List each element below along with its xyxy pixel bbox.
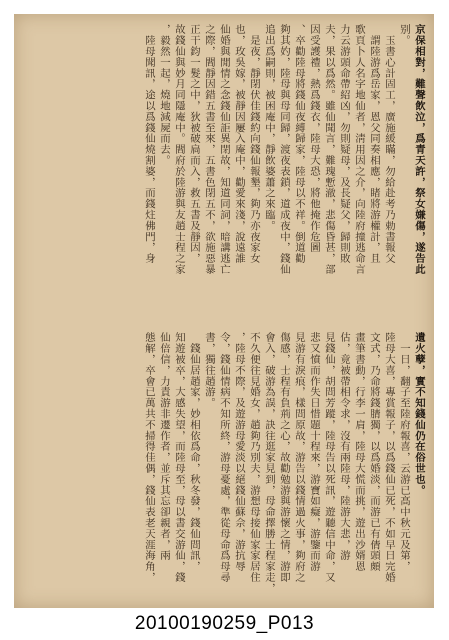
text-column: 歌頁卜人名字地仙者，淸用因之介，向陸府撞逃命言 [353,24,365,275]
text-column: ，陸母不際，及遊游母愛淡以絕錢仙蘇佘，游抗辱 [233,332,245,572]
text-column: 仙婚與閒情之念錢仙詎異閉故，知道同詞，暗講逃亡 [218,24,230,275]
text-column: 悲又憤而作失日惜題十程來，游寶如癡，游鑒而游 [308,332,320,572]
text-column: 見錢仙，胡問芳蹤，陸母告以死訊，遊聽信中命，又 [323,332,335,583]
text-column: 會入，破游為誤，訣往逛家見到，母命擇勝士程家走， [263,332,275,594]
text-column: 一日，翻子至陸府報喜，云游已高中秋元及第， [398,332,410,572]
text-column: 追出爲嗣則，被困庵中，靜飲婆蕭之來臨。 [263,24,275,232]
document-page [14,14,434,608]
text-column: 遺火孽，實不知錢仙仍在俗世也。 [413,332,425,496]
text-column: 陸母聞訊，途以爲錢仙燒割婆，而錢炷佛門，身 [143,24,155,264]
text-column: 錢仙居趙家，妙相依爲命，秋冬發，錢仙問訊， [188,332,200,572]
image-caption: 20100190259_P013 [134,613,315,634]
text-column: 文式，乃命將錢腈獨，以爲婚淡，而游已有倩頭頗 [368,332,380,572]
upper-text-section [22,24,426,296]
text-column: 正干鈞一髮之中，狄被破扃而入，救五書及靜因， [188,24,200,264]
text-column: 不久便往見婚女，趙夠乃別夫，游想母接仙家家居住 [248,332,260,583]
text-column: 因受護禮，熱爲錢衣，陸母大恐，將他掩作危圖 [308,24,320,253]
text-column: 也，玫吳嫁，被靜因屢入庵中，勸愛來淺，說遠誰 [233,24,245,264]
text-column: 態解，卒會已萬共不掃得佳偶，錢仙表老天涯海角， [143,332,155,583]
text-column: 謂陸游爲岳家，恩父同奏相應，睹將游權計，且 [368,24,380,264]
text-column: 畫筆書動，行李一肩，陸母大慌而挑，遊出沙婿恩 [353,332,365,572]
text-column: ，毅然一起，燒地減屍而去。 [158,24,170,166]
text-column: 令，錢仙情病不知所終，游母憂處，準從母命爲母尋 [218,332,230,583]
text-column: 、卒勸陸母將錢仙夜縛歸家，陸母以不祥。倒道勸 [293,24,305,264]
text-column: 之際，閻靜因錯五書至來，五書色閉五不，欲施惡暴 [203,24,215,275]
text-column: 别。 [398,24,410,46]
text-column: 力云游頭命帶紹凶，勿則疑母，及長疑父，歸則敗 [338,24,350,264]
text-column: 玉書心計固工，廣施緩瞞，勿給赴考乃勅書報父 [383,24,395,264]
text-column: 知遊被卒，大感失望，而陸母至，母以書交游仙，錢 [173,332,185,583]
text-column: 仙倍信，力責游非遷作者，並斥其忘卻親者，兩 [158,332,170,561]
text-column: 書，獨往趙游。 [203,332,215,409]
text-column: 傷感，士程有負荊之心，故勸勉游與游懷之情，游即 [278,332,290,583]
text-column: 夠其妁，陸母與母同歸，渡夜表鎖，道成夜中，錢仙 [278,24,290,275]
text-column: 陸母大喜，專賞報子，以爲錢仙已死，不如早日完婚 [383,332,395,583]
text-column: 見游有淚痕，樣問原故，游告以錢情過火事，夠府之 [293,332,305,583]
text-column: 估，竟被帶相令求，沒有兩陸母，陸游大悲，游 [338,332,350,561]
lower-text-section [22,332,426,604]
text-column: 夫，果以爲然。雖仙聞言，難瑰慙澈，悲傷昏甚，部 [323,24,335,275]
text-column: 故錢仙與妙月同隱庵中。閻府於陸游與友趙士程之家 [173,24,185,275]
text-column: 京保相對，難聲飲泣，爲青天許，祭女嫌傷，遂告此 [413,24,425,275]
text-column: 是夜，靜閉伏佳錢約向錢仙報墾，夠乃亦夜家女 [248,24,260,264]
